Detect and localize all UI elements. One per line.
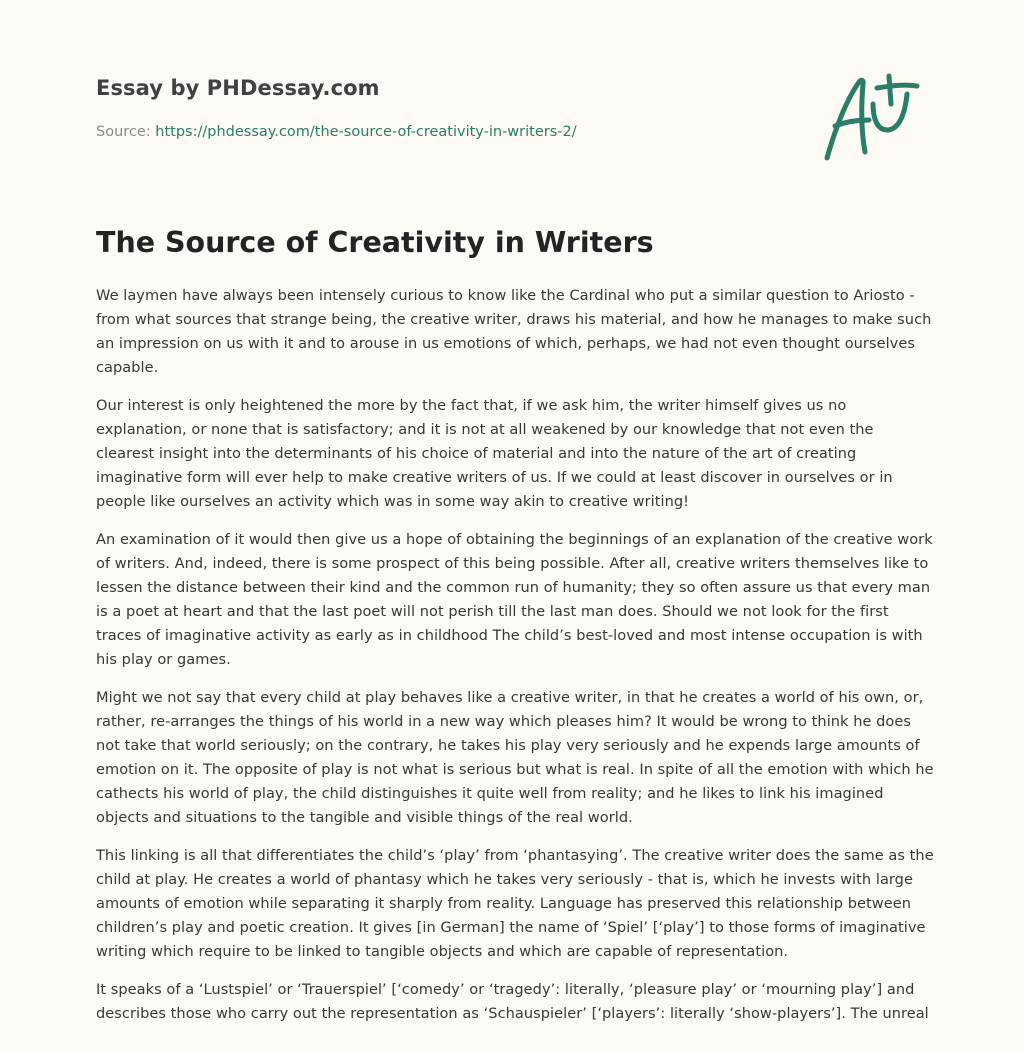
- source-line: [96, 124, 577, 140]
- essay-paragraph: It speaks of a ‘Lustspiel’ or ‘Trauerspiel’ [‘comedy’ or ‘tragedy’: literally, ‘pleasure play’ or ‘mourning play’] and describes those who carry out the representation as ‘Schauspieler’ [‘players’: literally ‘show-players’]. The unreal: [96, 981, 929, 1022]
- essay-paragraph: This linking is all that differentiates the child’s ‘play’ from ‘phantasying’. The creative writer does the same as the child at play. He creates a world of phantasy which he takes very seriously - that is, which he invests with large amounts of emotion while separating it sharply from reality. Language has preserved this relationship between children’s play and poetic creation. It gives [in German] the name of ‘Spiel’ [‘play’] to those forms of imaginative writing which require to be linked to tangible objects and which are capable of representation.: [96, 847, 934, 960]
- essay-paragraph: An examination of it would then give us a hope of obtaining the beginnings of an explanation of the creative work of writers. And, indeed, there is some prospect of this being possible. After all, creative writers themselves like to lessen the distance between their kind and the common run of humanity; they so often assure us that every man is a poet at heart and that the last poet will not perish till the last man does. Should we not look for the first traces of imaginative activity as early as in childhood The child’s best-loved and most intense occupation is with his play or games.: [96, 531, 933, 668]
- essay-paragraph: Our interest is only heightened the more by the fact that, if we ask him, the writer himself gives us no explanation, or none that is satisfactory; and it is not at all weakened by our knowledge that not even the clearest insight into the determinants of his choice of material and into the nature of the art of creating imaginative form will ever help to make creative writers of us. If we could at least discover in ourselves or in people like ourselves an activity which was in some way akin to creative writing!: [96, 397, 893, 510]
- essay-body: [96, 284, 936, 1040]
- a-plus-logo: [821, 68, 926, 164]
- source-label: Source:: [96, 124, 156, 140]
- essay-title: The Source of Creativity in Writers: [96, 226, 654, 259]
- brand-title: Essay by PHDessay.com: [96, 76, 380, 100]
- essay-paragraph: We laymen have always been intensely curious to know like the Cardinal who put a similar question to Ariosto - from what sources that strange being, the creative writer, draws his material, and how he manages to make such an impression on us with it and to arouse in us emotions of which, perhaps, we had not even thought ourselves capable.: [96, 287, 932, 376]
- essay-paragraph: Might we not say that every child at play behaves like a creative writer, in that he creates a world of his own, or, rather, re-arranges the things of his world in a new way which pleases him? It would be wrong to think he does not take that world seriously; on the contrary, he takes his play very seriously and he expends large amounts of emotion on it. The opposite of play is not what is serious but what is real. In spite of all the emotion with which he cathects his world of play, the child distinguishes it quite well from reality; and he likes to link his imagined objects and situations to the tangible and visible things of the real world.: [96, 689, 934, 826]
- source-link[interactable]: https://phdessay.com/the-source-of-creativity-in-writers-2/: [155, 124, 577, 140]
